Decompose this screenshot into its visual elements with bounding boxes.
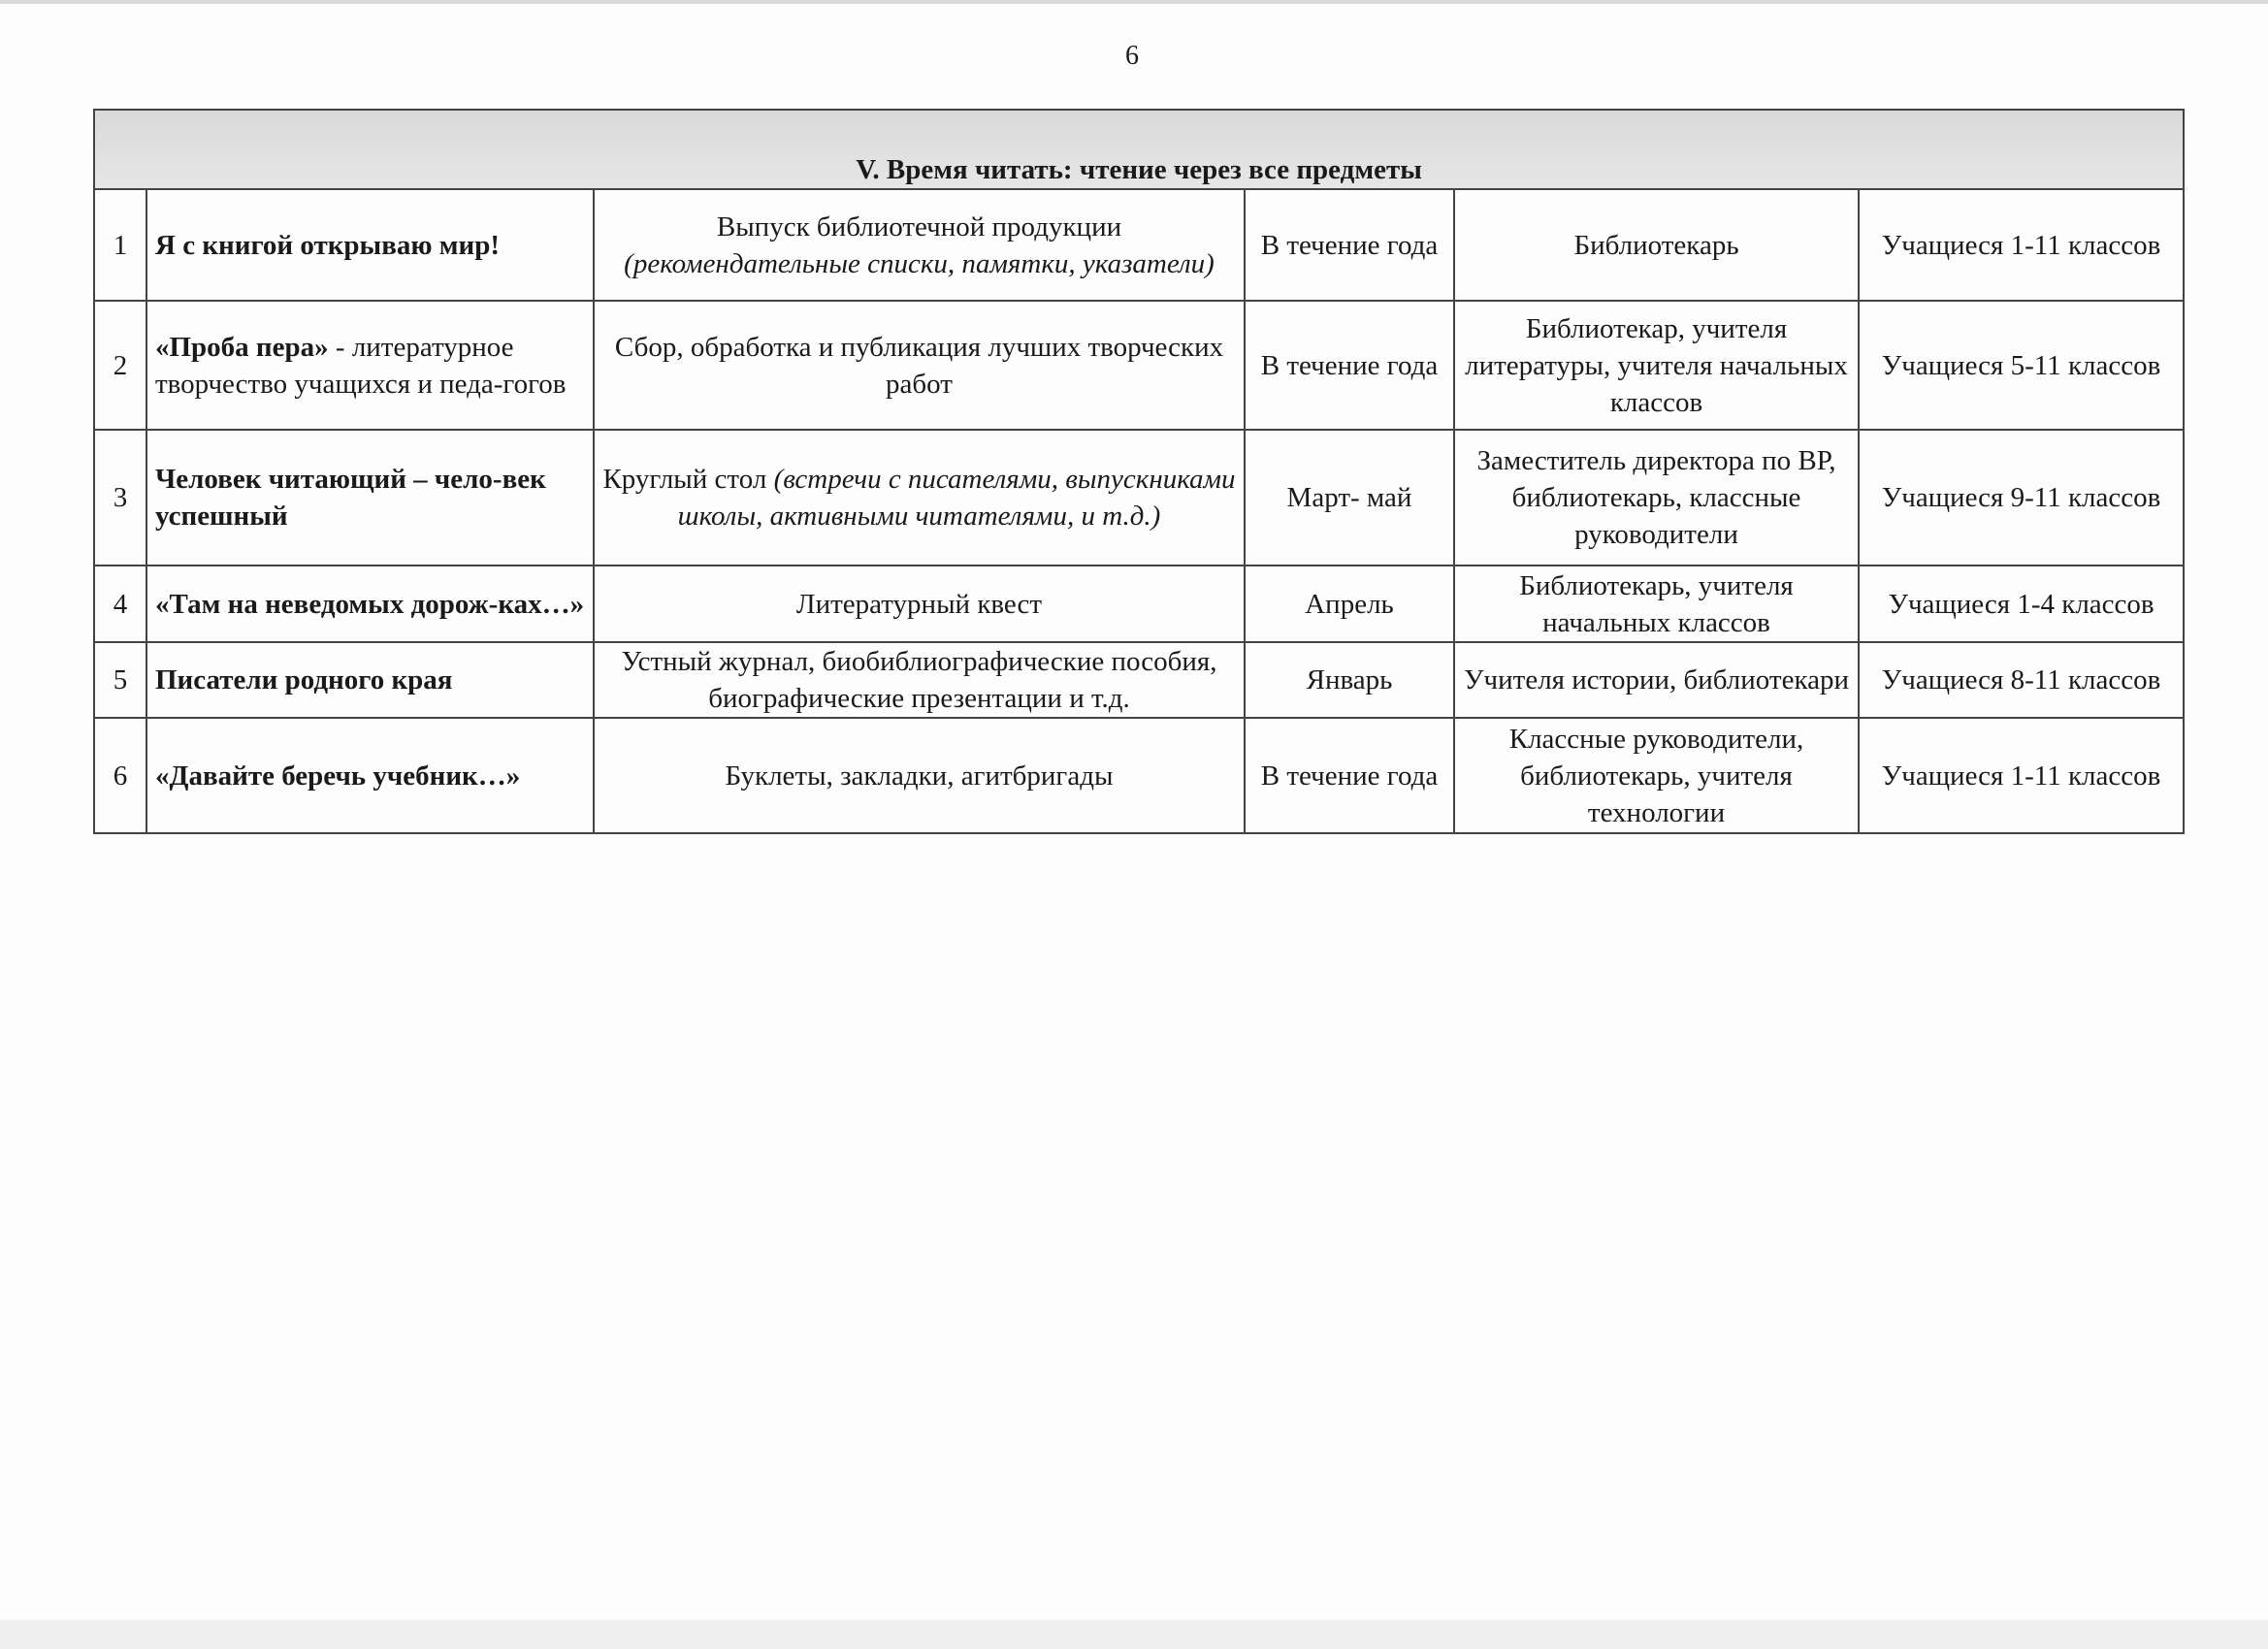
event-title: Писатели родного края xyxy=(155,664,453,695)
event-title-cell xyxy=(146,430,594,566)
event-title-cell xyxy=(146,189,594,301)
row-number-text: 2 xyxy=(113,349,128,381)
event-form-cell xyxy=(594,301,1245,430)
section-title: V. Время читать: чтение через все предметы xyxy=(94,110,2184,189)
row-number-text: 3 xyxy=(113,482,128,513)
event-form: Литературный квест xyxy=(795,588,1043,620)
event-responsible: Учителя истории, библиотекари xyxy=(1454,642,1859,718)
event-audience: Учащиеся 1-11 классов xyxy=(1859,189,2184,301)
event-term: В течение года xyxy=(1245,189,1454,301)
table-row xyxy=(94,642,2184,718)
event-form-cell xyxy=(594,566,1245,642)
table-row xyxy=(94,718,2184,833)
scan-edge-bottom xyxy=(0,1620,2268,1649)
event-title: Человек читающий – чело-век успешный xyxy=(155,464,546,532)
event-audience: Учащиеся 1-4 классов xyxy=(1859,566,2184,642)
row-number-text: 4 xyxy=(113,588,128,620)
event-form-cell xyxy=(594,718,1245,833)
event-audience: Учащиеся 5-11 классов xyxy=(1859,301,2184,430)
event-title-cell xyxy=(146,566,594,642)
row-number xyxy=(94,301,146,430)
row-number xyxy=(94,430,146,566)
page-number: 6 xyxy=(1125,41,1139,71)
table-row xyxy=(94,566,2184,642)
event-responsible: Библиотекарь xyxy=(1454,189,1859,301)
row-number xyxy=(94,566,146,642)
event-form: Круглый стол xyxy=(602,464,774,495)
event-audience: Учащиеся 1-11 классов xyxy=(1859,718,2184,833)
event-term: Март- май xyxy=(1245,430,1454,566)
event-term: В течение года xyxy=(1245,718,1454,833)
event-responsible: Библиотекар, учителя литературы, учителя начальных классов xyxy=(1454,301,1859,430)
events-table xyxy=(93,109,2185,834)
event-title-cell xyxy=(146,642,594,718)
event-title: «Там на неведомых дорож-ках…» xyxy=(155,588,585,620)
event-title-cell xyxy=(146,718,594,833)
table-row xyxy=(94,301,2184,430)
event-responsible: Классные руководители, библиотекарь, учителя технологии xyxy=(1454,718,1859,833)
event-term: В течение года xyxy=(1245,301,1454,430)
row-number xyxy=(94,718,146,833)
row-number-text: 6 xyxy=(113,760,128,792)
event-responsible: Заместитель директора по ВР, библиотекарь, классные руководители xyxy=(1454,430,1859,566)
event-title-rest: - литературное творчество учащихся и педа-гогов xyxy=(155,331,567,400)
event-title: «Проба пера» xyxy=(155,331,329,363)
row-number xyxy=(94,642,146,718)
event-form: Буклеты, закладки, агитбригады xyxy=(725,760,1114,792)
event-title: «Давайте беречь учебник…» xyxy=(155,760,521,792)
event-term: Январь xyxy=(1245,642,1454,718)
event-audience: Учащиеся 9-11 классов xyxy=(1859,430,2184,566)
row-number xyxy=(94,189,146,301)
table-row xyxy=(94,430,2184,566)
section-header-row xyxy=(94,110,2184,189)
event-form-cell xyxy=(594,430,1245,566)
event-form-cell xyxy=(594,642,1245,718)
event-form: Выпуск библиотечной продукции xyxy=(716,210,1122,242)
event-form-cell xyxy=(594,189,1245,301)
event-form-note: (рекомендательные списки, памятки, указатели) xyxy=(624,247,1215,279)
event-form: Устный журнал, биобиблиографические пособия, биографические презентации и т.д. xyxy=(621,646,1217,714)
event-term: Апрель xyxy=(1245,566,1454,642)
event-form-note: (встречи с писателями, выпускниками школы, активными читателями, и т.д.) xyxy=(677,464,1236,532)
event-title-cell xyxy=(146,301,594,430)
scan-edge-top xyxy=(0,0,2268,4)
row-number-text: 5 xyxy=(113,664,128,695)
event-audience: Учащиеся 8-11 классов xyxy=(1859,642,2184,718)
table-row xyxy=(94,189,2184,301)
event-responsible: Библиотекарь, учителя начальных классов xyxy=(1454,566,1859,642)
row-number-text: 1 xyxy=(113,229,128,261)
event-title: Я с книгой открываю мир! xyxy=(155,229,501,261)
event-form: Сбор, обработка и публикация лучших творческих работ xyxy=(614,331,1224,400)
